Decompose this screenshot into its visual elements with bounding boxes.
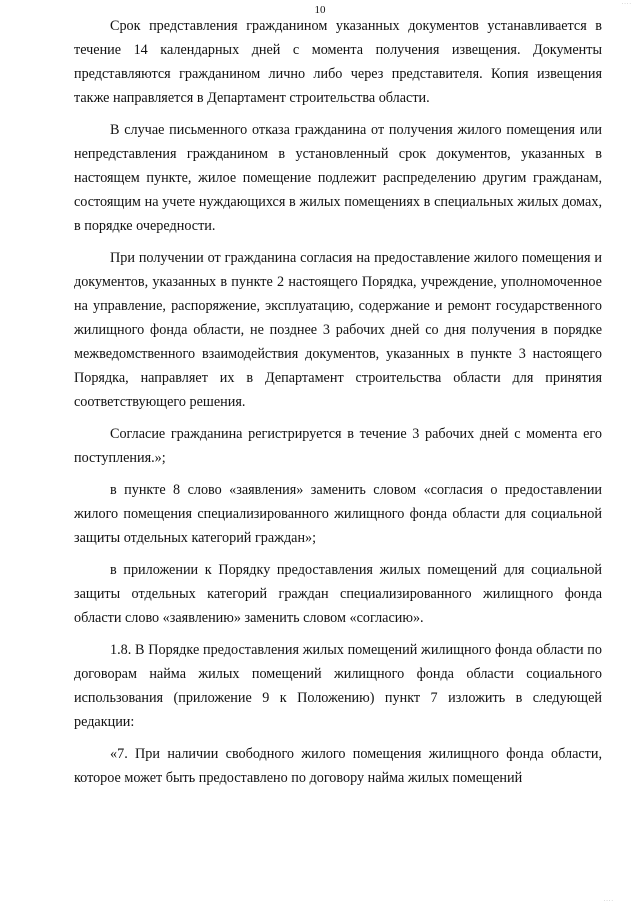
paragraph-appendix-amendment: в приложении к Порядку предоставления жилых помещений для социальной защиты отдельных категорий граждан специализированного жилищного фонда области слово «заявлению» заменить словом «согласию». [74,562,602,626]
paragraph-refusal: В случае письменного отказа гражданина от получения жилого помещения или непредставления гражданином в установленный срок документов, указанных в настоящем пункте, жилое помещение подлежит распределению другим гражданам, состоящим на учете нуждающихся в жилых помещениях в специальных жилых домах, в порядке очередности. [74,122,602,234]
paragraph-section-1-8: 1.8. В Порядке предоставления жилых помещений жилищного фонда области по договорам найма жилых помещений жилищного фонда области социального использования (приложение 9 к Положению) пункт 7 изложить в следующей редакции: [74,642,602,730]
document-body [74,14,602,794]
paragraph-deadline: Срок представления гражданином указанных документов устанавливается в течение 14 календарных дней с момента получения извещения. Документы представляются гражданином лично либо через представителя. Копия извещения также направляется в Департамент строительства области. [74,18,602,106]
scan-corner-mark-bottom: .... [603,897,614,903]
page-number: 10 [314,4,326,16]
paragraph-point-7-text: «7. При наличии свободного жилого помещения жилищного фонда области, которое может быть предоставлено по договору найма жилых помещений [74,746,602,786]
scan-corner-mark-top: .... [621,0,632,6]
paragraph-point-8-amendment: в пункте 8 слово «заявления» заменить словом «согласия о предоставлении жилого помещения специализированного жилищного фонда области для социальной защиты отдельных категорий граждан»; [74,482,602,546]
paragraph-consent-registration: Согласие гражданина регистрируется в течение 3 рабочих дней с момента его поступления.»; [74,426,602,466]
paragraph-consent-processing: При получении от гражданина согласия на предоставление жилого помещения и документов, указанных в пункте 2 настоящего Порядка, учреждение, уполномоченное на управление, распоряжение, эксплуатацию, содержание и ремонт государственного жилищного фонда области, не позднее 3 рабочих дней со дня получения в порядке межведомственного взаимодействия документов, указанных в пункте 3 настоящего Порядка, направляет их в Департамент строительства области для принятия соответствующего решения. [74,250,602,410]
